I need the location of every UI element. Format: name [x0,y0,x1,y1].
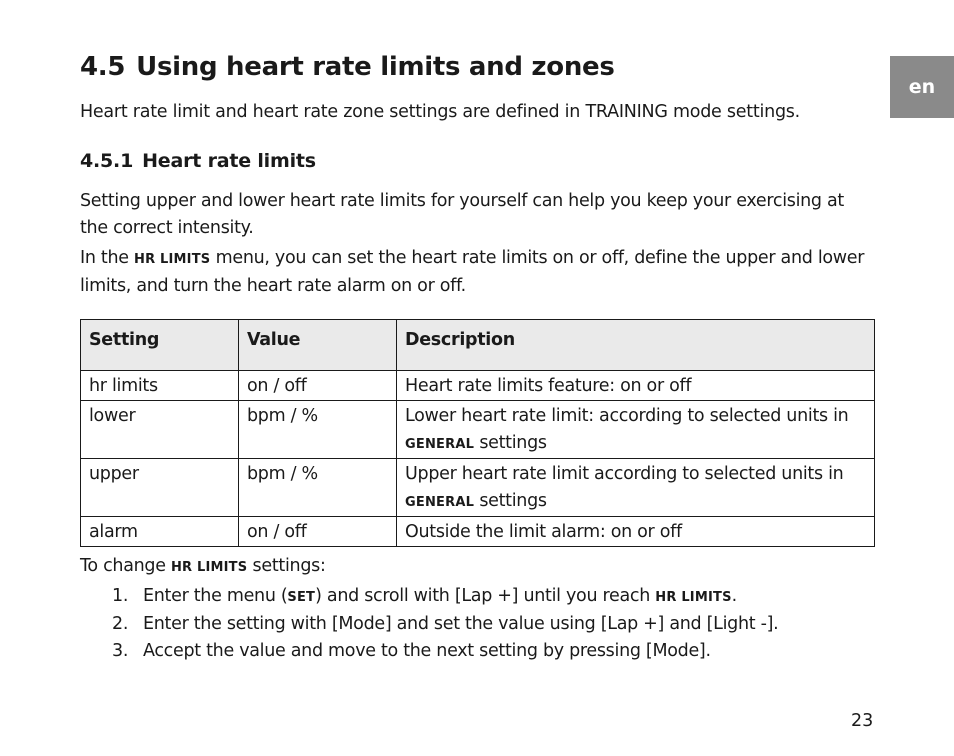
section-title: Using heart rate limits and zones [136,52,615,82]
table-header-row [81,320,875,371]
header-description: Description [397,320,875,371]
step-item [80,611,778,638]
menu-name-general: GENERAL [405,495,475,510]
language-tab: en [890,56,954,118]
table-row [81,517,875,547]
section-intro: Heart rate limit and heart rate zone settings are defined in TRAINING mode settings. [80,102,800,122]
step-number: 3. [112,641,129,661]
page-number: 23 [851,711,874,731]
table-row [81,459,875,517]
step-text: Enter the menu ( [143,586,288,606]
section-number: 4.5 [80,52,126,82]
menu-name-general: GENERAL [405,437,475,452]
description-text: settings [474,491,547,511]
step-item [80,583,778,611]
menu-name-hr-limits: HR LIMITS [134,252,211,267]
cell-setting: lower [81,401,239,459]
step-number: 2. [112,614,129,634]
subsection-heading [80,150,316,172]
step-item [80,638,778,665]
menu-name-hr-limits: HR LIMITS [170,560,248,575]
settings-table [80,319,875,547]
step-text: Accept the value and move to the next setting by pressing [Mode]. [143,641,711,661]
menu-name-set: SET [287,590,316,605]
cell-setting: alarm [81,517,239,547]
description-text: Outside the limit alarm: on or off [405,522,682,542]
step-text: ) and scroll with [Lap +] until you reach [315,586,656,606]
paragraph-hr-limits-menu [80,245,875,300]
step-text: Enter the setting with [Mode] and set the value using [Lap +] and [Light -]. [143,614,779,634]
cell-value: on / off [239,371,397,401]
paragraph-limits-purpose: Setting upper and lower heart rate limits for yourself can help you keep your exercising at the correct intensity. [80,191,844,238]
cell-description [397,459,875,517]
cell-description [397,517,875,547]
description-text: Lower heart rate limit: according to selected units in [405,406,849,426]
instructions-lead [80,553,326,581]
paragraph-text: In the [80,248,134,268]
subsection-title: Heart rate limits [142,150,316,172]
menu-name-hr-limits: HR LIMITS [655,590,732,605]
header-value: Value [239,320,397,371]
cell-description [397,371,875,401]
cell-value: bpm / % [239,459,397,517]
paragraph-text: menu, you can set the heart rate limits on or off, define the upper and lower limits, and turn the heart rate alarm on or off. [80,248,865,296]
subsection-number: 4.5.1 [80,150,134,172]
cell-setting: hr limits [81,371,239,401]
step-text: . [731,586,737,606]
table-row [81,401,875,459]
header-setting: Setting [81,320,239,371]
cell-setting: upper [81,459,239,517]
cell-value: bpm / % [239,401,397,459]
description-text: settings [474,433,547,453]
cell-value: on / off [239,517,397,547]
lead-text: settings: [247,556,326,576]
step-number: 1. [112,586,129,606]
description-text: Heart rate limits feature: on or off [405,376,692,396]
description-text: Upper heart rate limit according to selected units in [405,464,844,484]
lead-text: To change [80,556,171,576]
instruction-steps [80,583,778,665]
cell-description [397,401,875,459]
table-row [81,371,875,401]
section-heading [80,52,615,82]
